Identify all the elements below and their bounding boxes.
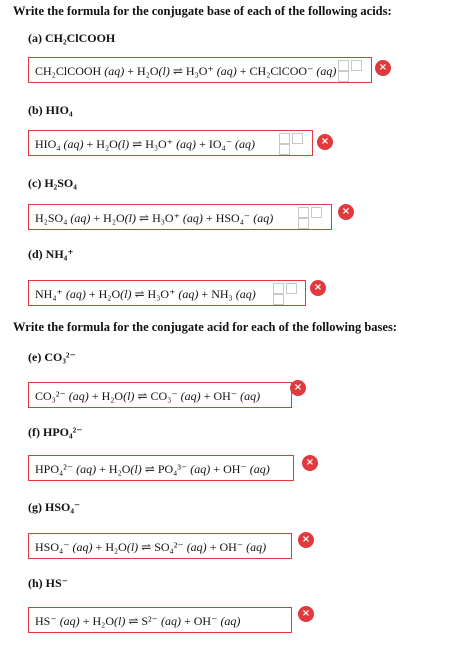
answer-field-d[interactable]: NH₃	[211, 287, 233, 301]
plus-sign: +	[99, 462, 106, 476]
question-c-label: (c) H₂SO₄	[28, 176, 77, 190]
hydroxide: OH⁻	[219, 540, 244, 554]
reactant-c: H₂SO₄	[35, 211, 68, 225]
water: H₂O	[108, 462, 131, 476]
plus-sign: +	[239, 64, 247, 78]
subscript-slot[interactable]	[273, 294, 284, 305]
hydronium: H₃O⁺	[185, 64, 214, 78]
aq-label: (aq)	[235, 287, 256, 301]
answer-field-e[interactable]: CO₃⁻	[150, 389, 178, 403]
subscript-slot[interactable]	[338, 71, 349, 82]
close-icon[interactable]: ×	[338, 204, 354, 220]
plus-sign: +	[86, 137, 94, 151]
liquid-label: (l)	[117, 137, 130, 151]
question-e-label: (e) CO₃²⁻	[28, 350, 76, 364]
hydroxide: OH⁻	[223, 462, 247, 476]
aq-label: (aq)	[249, 462, 270, 476]
answer-field-g[interactable]: SO₄²⁻	[154, 540, 184, 554]
water: H₂O	[98, 287, 121, 301]
aq-label: (aq)	[235, 137, 256, 151]
answer-box-d[interactable]	[28, 280, 306, 306]
equation-c	[35, 210, 273, 226]
aq-label: (aq)	[65, 287, 86, 301]
answer-field-a[interactable]: CH₂ClCOO⁻	[249, 64, 314, 78]
subscript-slot[interactable]	[279, 144, 290, 155]
plus-sign: +	[95, 540, 103, 554]
equation-d	[35, 286, 256, 302]
plus-sign: +	[91, 389, 99, 403]
plus-sign: +	[82, 614, 90, 628]
question-h-label: (h) HS⁻	[28, 576, 69, 590]
aq-label: (aq)	[316, 64, 337, 78]
aq-label: (aq)	[178, 287, 199, 301]
water: H₂O	[103, 211, 125, 225]
hydroxide: OH⁻	[213, 389, 238, 403]
aq-label: (aq)	[72, 540, 93, 554]
plus-sign: +	[201, 287, 209, 301]
subscript-slot[interactable]	[298, 218, 309, 229]
answer-field-b[interactable]: IO₄⁻	[208, 137, 233, 151]
superscript-slot[interactable]	[338, 60, 349, 71]
liquid-label: (l)	[123, 389, 135, 403]
aq-label: (aq)	[216, 64, 237, 78]
reactant-e: CO₃²⁻	[35, 389, 66, 403]
equilibrium-arrow: ⇌	[128, 614, 139, 628]
close-icon[interactable]: ×	[298, 606, 314, 622]
answer-box-a[interactable]	[28, 57, 372, 83]
aq-label: (aq)	[180, 389, 201, 403]
extra-slot[interactable]	[311, 207, 322, 218]
equation-f	[35, 461, 270, 477]
aq-label: (aq)	[104, 64, 125, 78]
plus-sign: +	[127, 64, 134, 78]
question-a-label: (a) CH₂ClCOOH	[28, 31, 116, 45]
liquid-label: (l)	[120, 287, 132, 301]
plus-sign: +	[203, 389, 211, 403]
plus-sign: +	[199, 137, 206, 151]
liquid-label: (l)	[113, 614, 126, 628]
conjugate-acid-heading: Write the formula for the conjugate acid for each of the following bases:	[13, 320, 397, 334]
aq-label: (aq)	[68, 389, 89, 403]
water: H₂O	[105, 540, 127, 554]
equation-g	[35, 539, 266, 555]
conjugate-base-heading: Write the formula for the conjugate base of each of the following acids:	[13, 4, 392, 18]
close-icon[interactable]: ×	[317, 134, 333, 150]
hydronium: H₃O⁺	[152, 211, 180, 225]
close-icon[interactable]: ×	[302, 455, 318, 471]
superscript-slot[interactable]	[279, 133, 290, 144]
equilibrium-arrow: ⇌	[137, 389, 148, 403]
water: H₂O	[101, 389, 124, 403]
close-icon[interactable]: ×	[375, 60, 391, 76]
hydronium: H₃O⁺	[147, 287, 176, 301]
aq-label: (aq)	[182, 211, 203, 225]
aq-label: (aq)	[59, 614, 80, 628]
answer-field-c[interactable]: HSO₄⁻	[215, 211, 251, 225]
equilibrium-arrow: ⇌	[141, 540, 152, 554]
close-icon[interactable]: ×	[290, 380, 306, 396]
equilibrium-arrow: ⇌	[134, 287, 145, 301]
answer-box-h[interactable]	[28, 607, 292, 633]
plus-sign: +	[205, 211, 213, 225]
aq-label: (aq)	[253, 211, 274, 225]
aq-label: (aq)	[76, 462, 97, 476]
aq-label: (aq)	[190, 462, 211, 476]
question-d-label: (d) NH₄⁺	[28, 247, 74, 261]
aq-label: (aq)	[160, 614, 181, 628]
reactant-b: HIO₄	[35, 137, 61, 151]
plus-sign: +	[209, 540, 217, 554]
close-icon[interactable]: ×	[310, 280, 326, 296]
answer-box-e[interactable]	[28, 382, 292, 408]
equilibrium-arrow: ⇌	[139, 211, 150, 225]
aq-label: (aq)	[240, 389, 261, 403]
superscript-slot[interactable]	[273, 283, 284, 294]
answer-field-h[interactable]: S²⁻	[141, 614, 158, 628]
equilibrium-arrow: ⇌	[132, 137, 143, 151]
liquid-label: (l)	[130, 462, 142, 476]
aq-label: (aq)	[63, 137, 84, 151]
hydronium: H₃O⁺	[145, 137, 174, 151]
aq-label: (aq)	[70, 211, 91, 225]
water: H₂O	[136, 64, 159, 78]
question-g-label: (g) HSO₄⁻	[28, 500, 81, 514]
liquid-label: (l)	[158, 64, 170, 78]
aq-label: (aq)	[220, 614, 241, 628]
extra-slot[interactable]	[286, 283, 297, 294]
equation-h	[35, 613, 240, 629]
answer-field-f[interactable]: PO₄³⁻	[157, 462, 188, 476]
question-b-label: (b) HIO₄	[28, 103, 73, 117]
water: H₂O	[96, 137, 118, 151]
plus-sign: +	[183, 614, 191, 628]
answer-box-b[interactable]	[28, 130, 313, 156]
answer-box-c[interactable]	[28, 204, 332, 230]
liquid-label: (l)	[124, 211, 136, 225]
reactant-g: HSO₄⁻	[35, 540, 70, 554]
close-icon[interactable]: ×	[298, 532, 314, 548]
extra-slot[interactable]	[292, 133, 303, 144]
plus-sign: +	[88, 287, 96, 301]
answer-box-g[interactable]	[28, 533, 292, 559]
superscript-slot[interactable]	[298, 207, 309, 218]
reactant-d: NH₄⁺	[35, 287, 63, 301]
equation-e	[35, 388, 260, 404]
answer-box-f[interactable]	[28, 455, 294, 481]
water: H₂O	[92, 614, 114, 628]
question-f-label: (f) HPO₄²⁻	[28, 425, 83, 439]
equation-a	[35, 63, 336, 79]
equilibrium-arrow: ⇌	[172, 64, 183, 78]
aq-label: (aq)	[176, 137, 197, 151]
reactant-a: CH₂ClCOOH	[35, 64, 102, 78]
reactant-f: HPO₄²⁻	[35, 462, 74, 476]
reactant-h: HS⁻	[35, 614, 57, 628]
equation-b	[35, 136, 255, 152]
equilibrium-arrow: ⇌	[144, 462, 155, 476]
extra-slot[interactable]	[351, 60, 362, 71]
plus-sign: +	[213, 462, 221, 476]
hydroxide: OH⁻	[193, 614, 218, 628]
aq-label: (aq)	[186, 540, 207, 554]
plus-sign: +	[93, 211, 101, 225]
liquid-label: (l)	[126, 540, 139, 554]
aq-label: (aq)	[246, 540, 267, 554]
